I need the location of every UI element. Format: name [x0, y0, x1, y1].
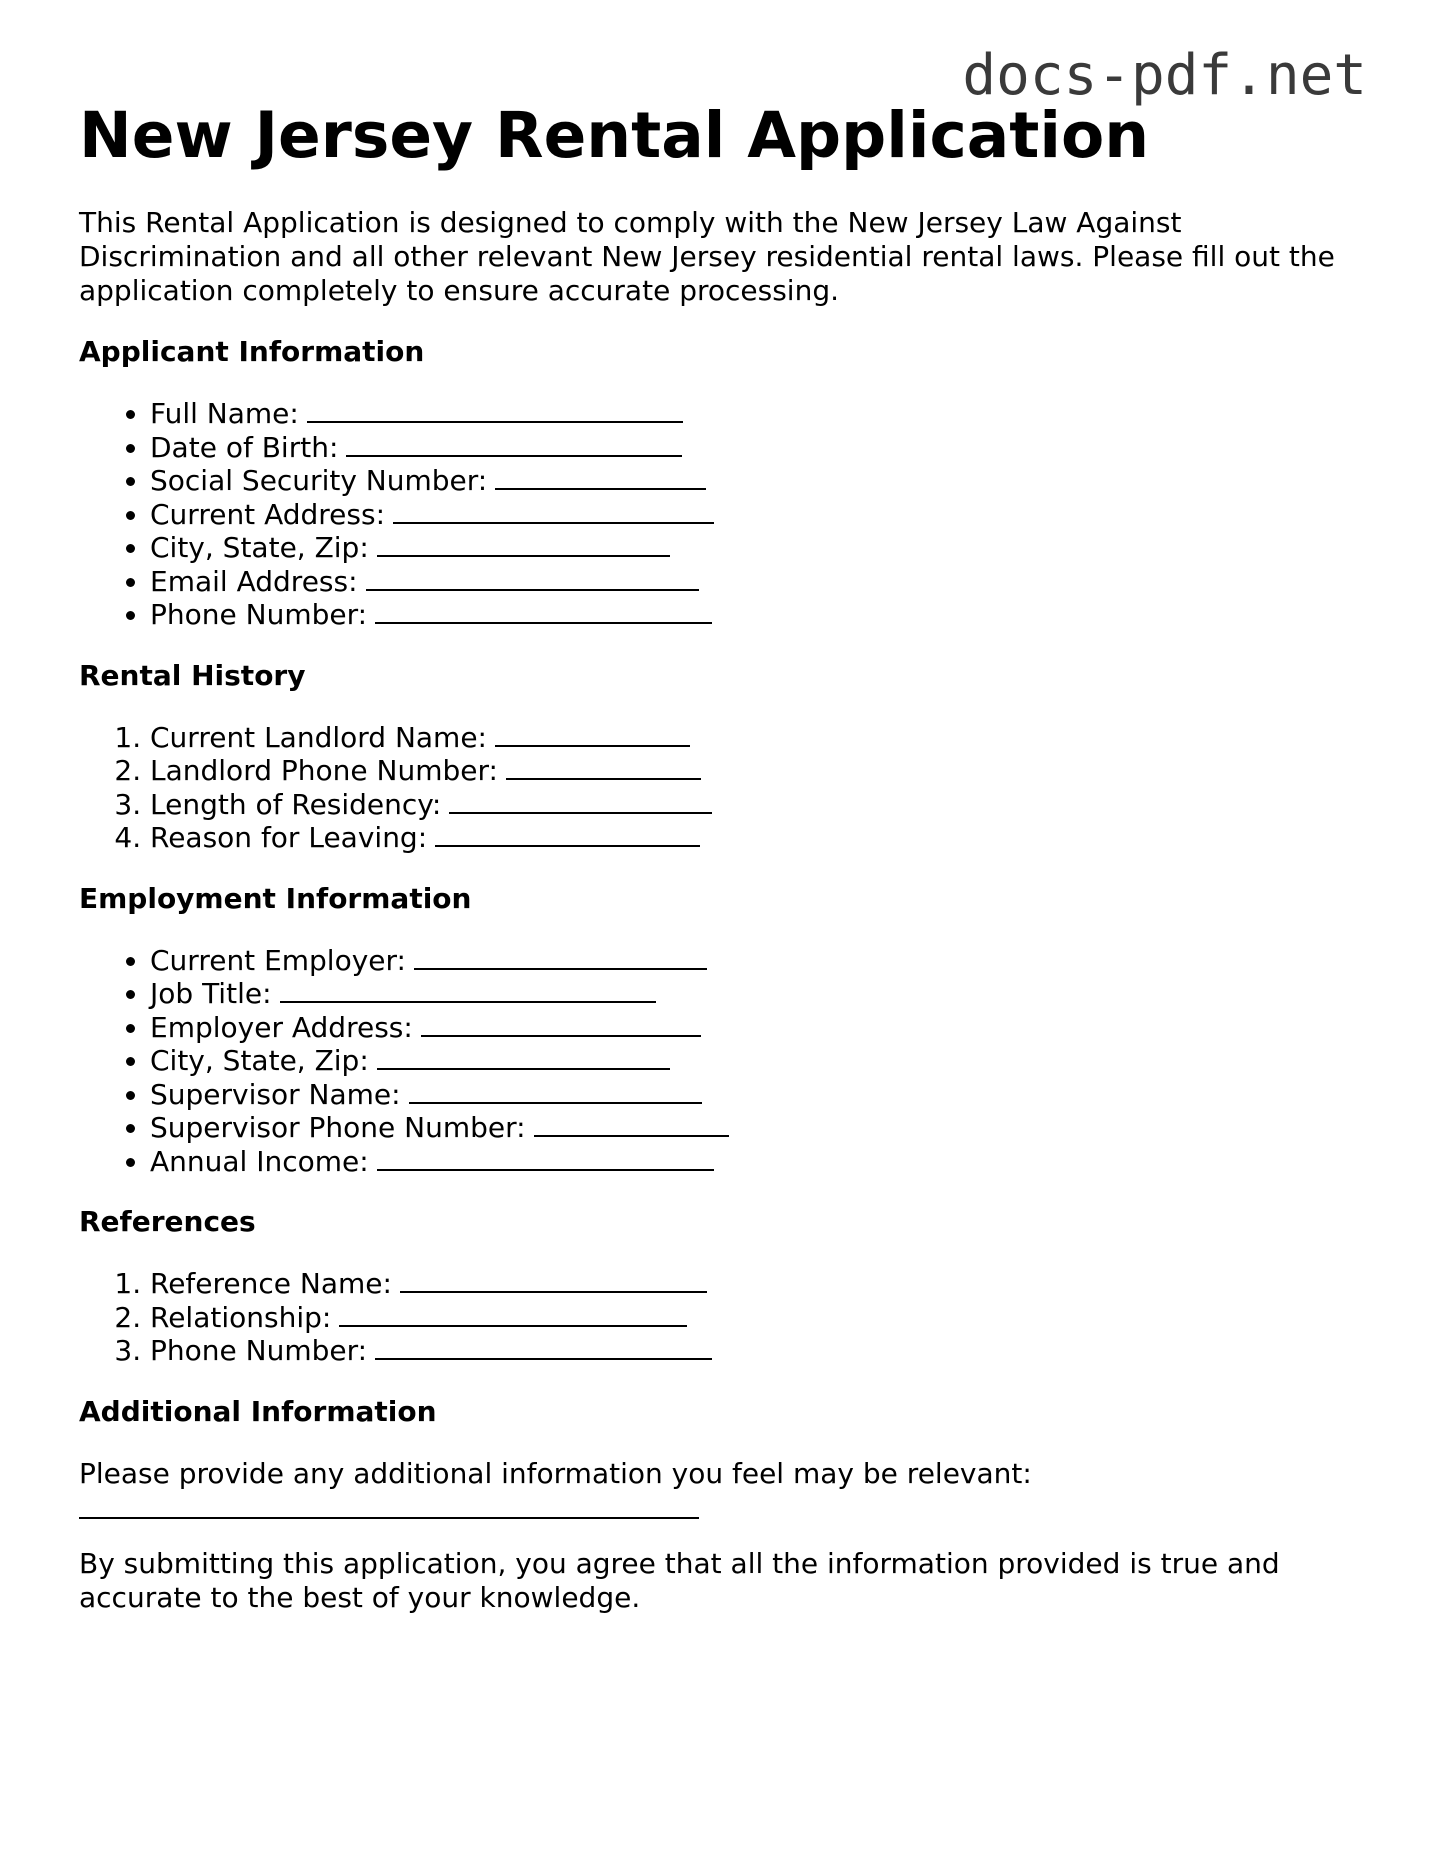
- reference-phone-number-blank[interactable]: [375, 1334, 712, 1360]
- phone-number-blank[interactable]: [375, 598, 712, 624]
- employment-fields-list: [79, 944, 1369, 1179]
- annual-income-blank[interactable]: [377, 1145, 714, 1171]
- field-label: City, State, Zip:: [150, 1044, 369, 1077]
- list-item: [150, 397, 1369, 431]
- additional-heading: Additional Information: [79, 1394, 437, 1428]
- field-label: Email Address:: [150, 564, 358, 598]
- relationship-blank[interactable]: [339, 1301, 687, 1327]
- job-title-blank[interactable]: [280, 977, 656, 1003]
- rental-history-heading: Rental History: [79, 658, 306, 692]
- list-item: [150, 754, 1369, 788]
- page-title: New Jersey Rental Application: [79, 99, 1150, 172]
- field-label: Length of Residency:: [150, 787, 442, 821]
- field-label: Social Security Number:: [150, 464, 488, 497]
- applicant-fields-list: [79, 397, 1369, 632]
- field-label: Date of Birth:: [150, 430, 339, 464]
- current-address-blank[interactable]: [393, 498, 714, 524]
- list-item: [150, 1011, 1369, 1045]
- list-item: [150, 977, 1369, 1011]
- field-label: Annual Income:: [150, 1144, 369, 1178]
- current-landlord-name-blank[interactable]: [495, 721, 690, 747]
- list-item: [150, 531, 1369, 565]
- references-heading: References: [79, 1205, 256, 1238]
- applicant-heading: Applicant Information: [79, 335, 425, 368]
- list-item: [150, 1111, 1369, 1145]
- current-employer-blank[interactable]: [414, 944, 707, 970]
- field-label: Current Employer:: [150, 943, 406, 977]
- list-item: [150, 821, 1369, 855]
- city-state-zip-blank[interactable]: [377, 531, 670, 557]
- list-item: [150, 1044, 1369, 1078]
- additional-prompt: Please provide any additional information you feel may be relevant:: [79, 1456, 1032, 1490]
- field-label: Reason for Leaving:: [150, 821, 428, 854]
- additional-information-blank[interactable]: [79, 1491, 699, 1519]
- field-label: Current Address:: [150, 497, 386, 531]
- field-label: Employer Address:: [150, 1010, 413, 1044]
- field-label: Phone Number:: [150, 1334, 368, 1367]
- supervisor-phone-number-blank[interactable]: [534, 1111, 729, 1137]
- closing-statement: By submitting this application, you agree that all the information provided is true and accurate to the best of your knowledge.: [79, 1546, 1280, 1614]
- list-item: [150, 464, 1369, 498]
- document-page: [79, 96, 1369, 1615]
- email-address-blank[interactable]: [366, 565, 699, 591]
- full-name-blank[interactable]: [307, 397, 683, 423]
- field-label: Supervisor Phone Number:: [150, 1111, 526, 1144]
- list-item: [150, 1334, 1369, 1368]
- length-of-residency-blank[interactable]: [449, 788, 712, 814]
- employer-address-blank[interactable]: [421, 1011, 701, 1037]
- field-label: Relationship:: [150, 1300, 332, 1334]
- employer-city-state-zip-blank[interactable]: [377, 1044, 670, 1070]
- list-item: [150, 1078, 1369, 1112]
- reference-name-blank[interactable]: [400, 1267, 707, 1293]
- field-label: City, State, Zip:: [150, 531, 369, 564]
- supervisor-name-blank[interactable]: [409, 1078, 702, 1104]
- list-item: [150, 431, 1369, 465]
- date-of-birth-blank[interactable]: [346, 431, 682, 457]
- field-label: Full Name:: [150, 397, 299, 430]
- list-item: [150, 1267, 1369, 1301]
- list-item: [150, 944, 1369, 978]
- intro-paragraph: This Rental Application is designed to comply with the New Jersey Law Against Discrimination and all other relevant New Jersey residential rental laws. Please fill out the application completely to ensure accurate processing.: [79, 206, 1335, 307]
- reason-for-leaving-blank[interactable]: [435, 821, 700, 847]
- rental-history-fields-list: [79, 721, 1369, 855]
- list-item: [150, 498, 1369, 532]
- field-label: Landlord Phone Number:: [150, 754, 498, 787]
- field-label: Reference Name:: [150, 1267, 392, 1300]
- field-label: Job Title:: [150, 977, 272, 1010]
- list-item: [150, 1145, 1369, 1179]
- references-fields-list: [79, 1267, 1369, 1368]
- landlord-phone-number-blank[interactable]: [506, 754, 701, 780]
- field-label: Phone Number:: [150, 598, 368, 631]
- ssn-blank[interactable]: [495, 464, 706, 490]
- list-item: [150, 565, 1369, 599]
- field-label: Supervisor Name:: [150, 1077, 401, 1111]
- field-label: Current Landlord Name:: [150, 720, 487, 754]
- watermark: docs-pdf.net: [962, 43, 1367, 108]
- list-item: [150, 788, 1369, 822]
- employment-heading: Employment Information: [79, 881, 472, 915]
- list-item: [150, 598, 1369, 632]
- list-item: [150, 721, 1369, 755]
- list-item: [150, 1301, 1369, 1335]
